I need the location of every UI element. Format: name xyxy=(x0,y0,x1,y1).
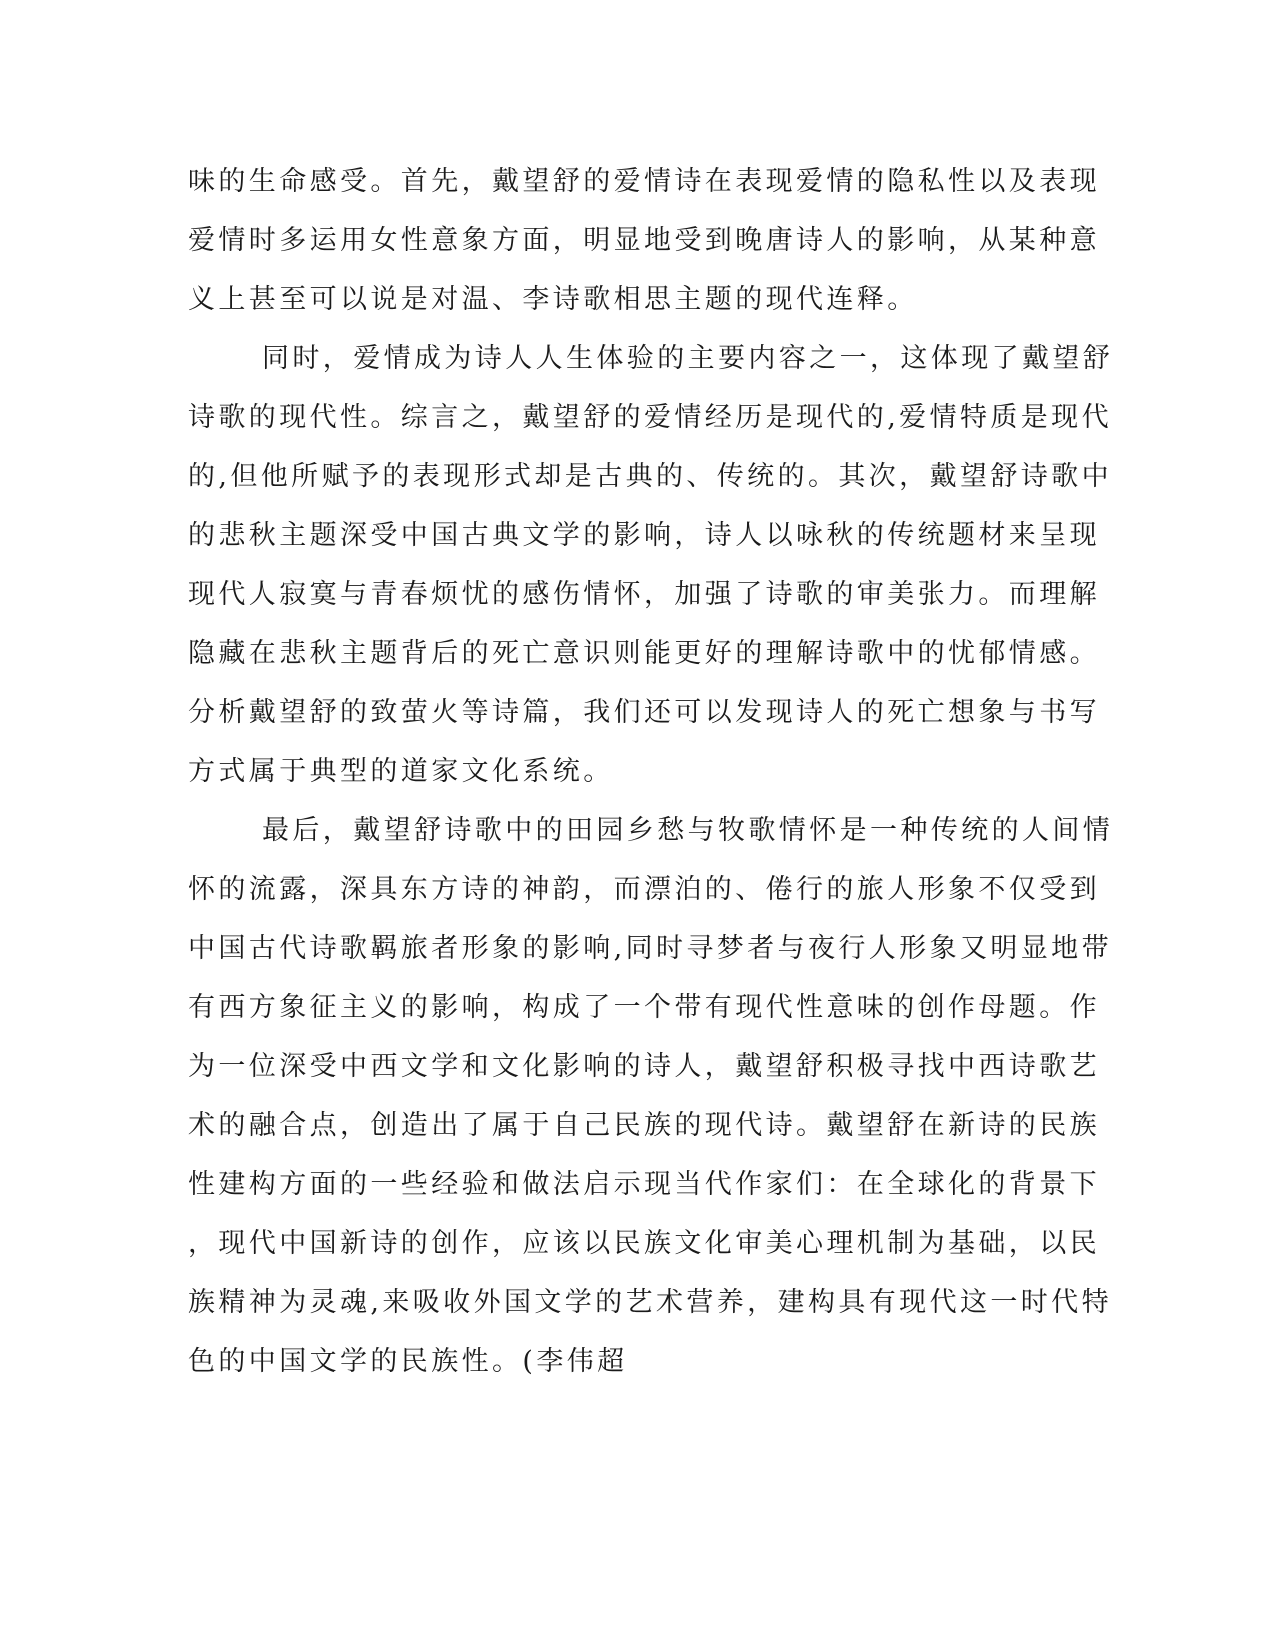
text-line: 色的中国文学的民族性。(李伟超 xyxy=(188,1346,628,1377)
text-line: 的,但他所赋予的表现形式却是古典的、传统的。其次，戴望舒诗歌中 xyxy=(188,461,1112,492)
text-line: 现代人寂寞与青春烦忧的感伤情怀，加强了诗歌的审美张力。而理解 xyxy=(188,579,1100,610)
text-line: ，现代中国新诗的创作，应该以民族文化审美心理机制为基础，以民 xyxy=(188,1228,1100,1259)
text-line: 的悲秋主题深受中国古典文学的影响，诗人以咏秋的传统题材来呈现 xyxy=(188,520,1100,551)
text-line: 为一位深受中西文学和文化影响的诗人，戴望舒积极寻找中西诗歌艺 xyxy=(188,1051,1100,1082)
text-line: 族精神为灵魂,来吸收外国文学的艺术营养，建构具有现代这一时代特 xyxy=(188,1287,1112,1318)
text-line: 分析戴望舒的致萤火等诗篇，我们还可以发现诗人的死亡想象与书写 xyxy=(188,697,1100,728)
text-line: 怀的流露，深具东方诗的神韵，而漂泊的、倦行的旅人形象不仅受到 xyxy=(188,874,1100,905)
text-line: 爱情时多运用女性意象方面，明显地受到晚唐诗人的影响，从某种意 xyxy=(188,225,1100,256)
text-line: 术的融合点，创造出了属于自己民族的现代诗。戴望舒在新诗的民族 xyxy=(188,1110,1100,1141)
text-line: 中国古代诗歌羁旅者形象的影响,同时寻梦者与夜行人形象又明显地带 xyxy=(188,933,1112,964)
text-line: 性建构方面的一些经验和做法启示现当代作家们：在全球化的背景下 xyxy=(188,1169,1100,1200)
text-line: 义上甚至可以说是对温、李诗歌相思主题的现代连释。 xyxy=(188,284,918,315)
paragraph-start-line: 同时，爱情成为诗人人生体验的主要内容之一，这体现了戴望舒 xyxy=(262,343,1114,374)
text-line: 味的生命感受。首先，戴望舒的爱情诗在表现爱情的隐私性以及表现 xyxy=(188,166,1100,197)
text-line: 隐藏在悲秋主题背后的死亡意识则能更好的理解诗歌中的忧郁情感。 xyxy=(188,638,1100,669)
text-line: 诗歌的现代性。综言之，戴望舒的爱情经历是现代的,爱情特质是现代 xyxy=(188,402,1112,433)
text-line: 方式属于典型的道家文化系统。 xyxy=(188,756,614,787)
paragraph-start-line: 最后，戴望舒诗歌中的田园乡愁与牧歌情怀是一种传统的人间情 xyxy=(262,815,1114,846)
text-line: 有西方象征主义的影响，构成了一个带有现代性意味的创作母题。作 xyxy=(188,992,1100,1023)
